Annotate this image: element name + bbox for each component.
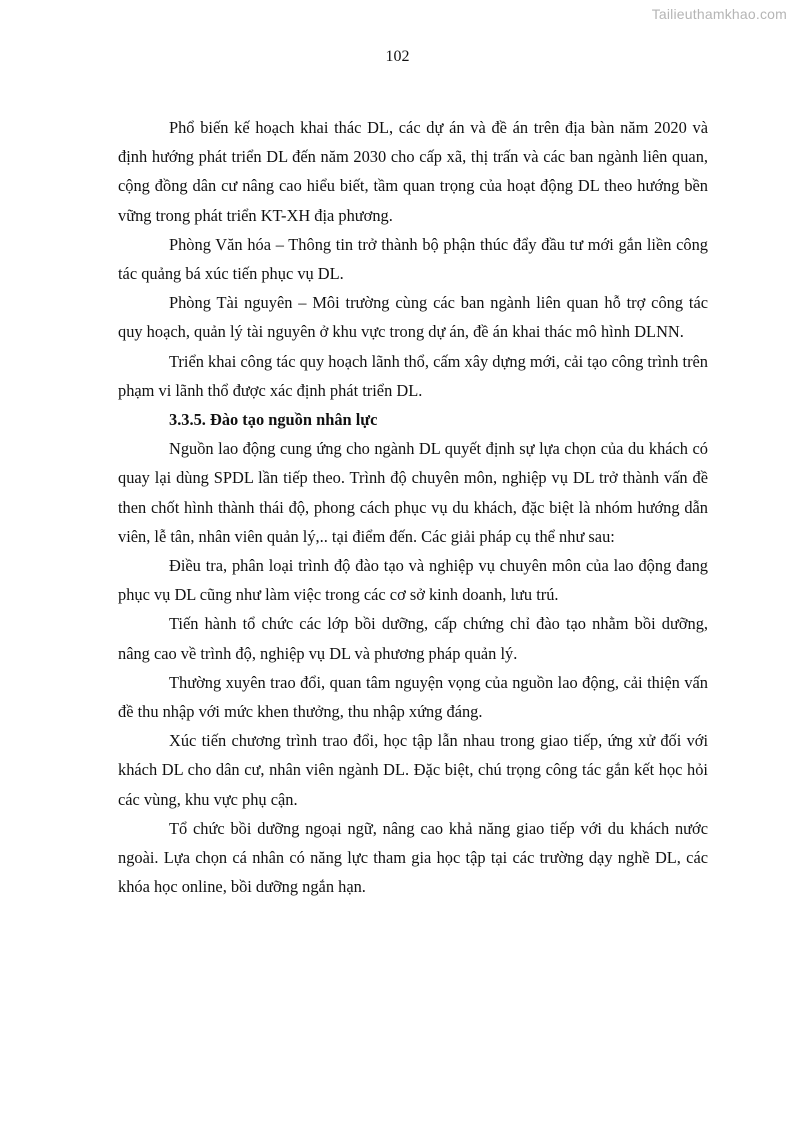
paragraph: Phổ biến kế hoạch khai thác DL, các dự án và đề án trên địa bàn năm 2020 và định hướng phát triển DL đến năm 2030 cho cấp xã, thị trấn và các ban ngành liên quan, cộng đồng dân cư nâng cao hiểu biết, tầm quan trọng của hoạt động DL theo hướng bền vững trong phát triển KT-XH địa phương. (118, 118, 708, 225)
section-heading: 3.3.5. Đào tạo nguồn nhân lực (169, 410, 378, 430)
paragraph: Xúc tiến chương trình trao đổi, học tập lẫn nhau trong giao tiếp, ứng xử đối với khách DL cho dân cư, nhân viên ngành DL. Đặc biệt, chú trọng công tác gắn kết học hỏi các vùng, khu vực phụ cận. (118, 731, 708, 809)
paragraph: Phòng Văn hóa – Thông tin trở thành bộ phận thúc đẩy đầu tư mới gắn liền công tác quảng bá xúc tiến phục vụ DL. (118, 234, 708, 284)
page-number: 102 (385, 48, 410, 65)
paragraph: Tổ chức bồi dưỡng ngoại ngữ, nâng cao khả năng giao tiếp với du khách nước ngoài. Lựa chọn cá nhân có năng lực tham gia học tập tại các trường dạy nghề DL, các khóa học online, bồi dưỡng ngắn hạn. (118, 818, 708, 897)
document-body (118, 113, 708, 901)
paragraph: Thường xuyên trao đổi, quan tâm nguyện vọng của nguồn lao động, cải thiện vấn đề thu nhập với mức khen thưởng, thu nhập xứng đáng. (118, 672, 708, 722)
paragraph: Nguồn lao động cung ứng cho ngành DL quyết định sự lựa chọn của du khách có quay lại dùng SPDL lần tiếp theo. Trình độ chuyên môn, nghiệp vụ DL trở thành vấn đề then chốt hình thành thái độ, phong cách phục vụ du khách, đặc biệt là nhóm hướng dẫn viên, lễ tân, nhân viên quản lý,.. tại điểm đến. Các giải pháp cụ thể như sau: (118, 439, 708, 546)
paragraph: Điều tra, phân loại trình độ đào tạo và nghiệp vụ chuyên môn của lao động đang phục vụ DL cũng như làm việc trong các cơ sở kinh doanh, lưu trú. (118, 556, 708, 605)
paragraph: Phòng Tài nguyên – Môi trường cùng các ban ngành liên quan hỗ trợ công tác quy hoạch, quản lý tài nguyên ở khu vực trong dự án, đề án khai thác mô hình DLNN. (118, 293, 708, 342)
paragraph: Triển khai công tác quy hoạch lãnh thổ, cấm xây dựng mới, cải tạo công trình trên phạm vi lãnh thổ được xác định phát triển DL. (118, 351, 708, 400)
paragraph: Tiến hành tổ chức các lớp bồi dưỡng, cấp chứng chỉ đào tạo nhằm bồi dưỡng, nâng cao về trình độ, nghiệp vụ DL và phương pháp quản lý. (118, 614, 708, 663)
watermark-text: Tailieuthamkhao.com (651, 6, 787, 22)
